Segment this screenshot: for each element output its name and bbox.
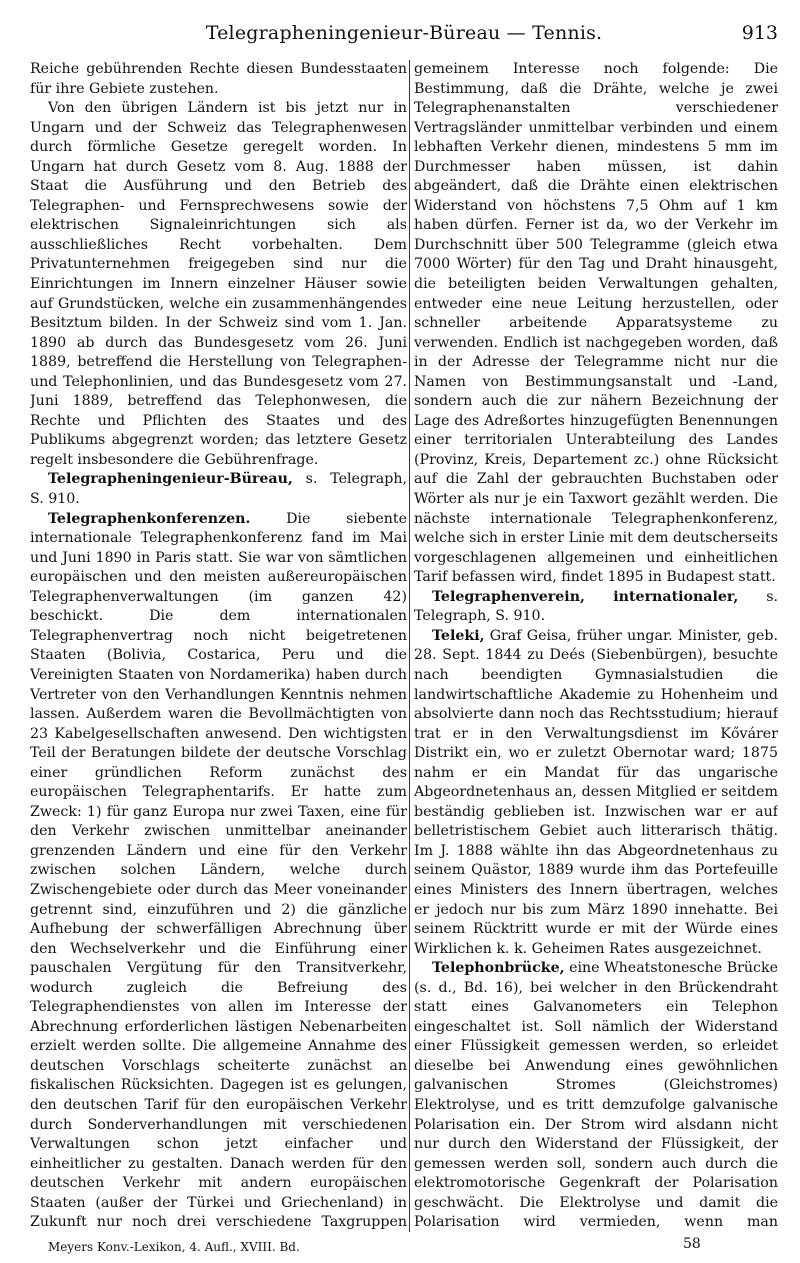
paragraph: gemeinem Interesse noch folgende: Die Bestimmung, daß die Drähte, welche je zwei Telegraphenanstalten verschiedener Vertragsländer unmittelbar verbinden und einem lebhaften Verkehr dienen, mindestens 5 mm im Durchmesser haben müssen, ist dahin abgeändert, daß die Drähte einen elektrischen Widerstand von höchstens 7,5 Ohm auf 1 km haben dürfen. Ferner ist da, wo der Verkehr im Durchschnitt über 500 Telegramme (gleich etwa 7000 Wörter) für den Tag und Draht hinausgeht, die beteiligten beiden Verwaltungen gehalten, entweder eine neue Leitung herzustellen, oder schneller arbeitende Apparatsysteme zu verwenden. Endlich ist nachgegeben worden, daß in der Adresse der Telegramme nicht nur die Namen von Bestimmungsanstalt und -Land, sondern auch die zur nähern Bezeichnung der Lage des Adreßortes hinzugefügten Benennungen einer territorialen Unterabteilung des Landes (Provinz, Kreis, Departement zc.) ohne Rücksicht auf die Zahl der gebrauchten Buchstaben oder Wörter als nur je ein Taxwort gezählt werden. Die nächste internationale Telegraphenkonferenz, welche sich in erster Linie mit dem deutscherseits vorgeschlagenen allgemeinen und einheitlichen Tarif befassen wird, findet 1895 in Budapest statt. xyxy=(414,61,778,586)
left-column xyxy=(30,60,407,1235)
entry-telegrapheningenieur xyxy=(30,470,407,509)
entry-headword: Telegraphenverein, internationaler, xyxy=(432,588,739,605)
entry-text: Die siebente internationale Telegraphenkonferenz fand im Mai und Juni 1890 in Paris statt. Sie war von sämtlichen europäischen und den meisten außereuropäischen Telegraphenverwaltungen (im ganzen 42) beschickt. Die dem internationalen Telegraphenvertrag noch nicht beigetretenen Staaten (Bolivia, Costarica, Peru und die Vereinigten Staaten von Nordamerika) haben durch Vertreter von den Verhandlungen Kenntnis nehmen lassen. Außerdem waren die Bevollmächtigten von 23 Kabelgesellschaften anwesend. Den wichtigsten Teil der Beratungen bildete der deutsche Vorschlag einer gründlichen Reform zunächst des europäischen Telegraphentarifs. Er hatte zum Zweck: 1) für ganz Europa nur zwei Taxen, eine für den Verkehr zwischen unmittelbar aneinander grenzenden Ländern und eine für den Verkehr zwischen solchen Ländern, welche durch Zwischengebiete oder durch das Meer voneinander getrennt sind, einzuführen und 2) die gänzliche Aufhebung der schwerfälligen Abrechnung über den Wechselverkehr und die Einführung einer pauschalen Vergütung für den Transitverkehr, wodurch zugleich die Befreiung des Telegraphendienstes von allen im Interesse der Abrechnung erforderlichen lästigen Nebenarbeiten erzielt werden sollte. Die allgemeine Annahme des deutschen Vorschlags scheiterte zunächst an fiskalischen Rücksichten. Dagegen ist es gelungen, den deutschen Tarif für den europäischen Verkehr durch Sonderverhandlungen mit verschiedenen Verwaltungen schon jetzt einfacher und einheitlicher zu gestalten. Danach werden für den deutschen Verkehr mit andern europäischen Staaten (außer der Türkei und Griechenland) in Zukunft nur noch drei verschiedene Taxgruppen xyxy=(30,510,407,1231)
entry-text: Graf Geisa, früher ungar. Minister, geb. 28. Sept. 1844 zu Deés (Siebenbürgen), besuchte nach beendigten Gymnasialstudien die landwirtschaftliche Akademie zu Hohenheim und absolvierte dann noch das Rechtsstudium; hierauf trat er in den Verwaltungsdienst im Kővárer Distrikt ein, wo er zuletzt Obernotar ward; 1875 nahm er ein Mandat für das ungarische Abgeordnetenhaus an, dessen Mitglied er seitdem beständig geblieben ist. Inzwischen war er auf belletristischem Gebiet auch litterarisch thätig. Im J. 1888 wählte ihn das Abgeordnetenhaus zu seinem Quästor, 1889 wurde ihm das Portefeuille eines Ministers des Innern übertragen, welches er jedoch nur bis zum März 1890 innehatte. Bei seinem Rücktritt wurde er mit der Würde eines Wirklichen k. k. Geheimen Rates ausgezeichnet. xyxy=(414,627,778,957)
paragraph: Von den übrigen Ländern ist bis jetzt nur in Ungarn und der Schweiz das Telegraphenwesen durch förmliche Gesetze geregelt worden. In Ungarn hat durch Gesetz vom 8. Aug. 1888 der Staat die Ausführung und den Betrieb des Telegraphen- und Fernsprechwesens sowie der elektrischen Signaleinrichtungen sich als ausschließliches Recht vorbehalten. Dem Privatunternehmen freigegeben sind nur die Einrichtungen im Innern einzelner Häuser sowie auf Grundstücken, welche ein zusammenhängendes Besitztum bilden. In der Schweiz sind vom 1. Jan. 1890 ab durch das Bundesgesetz vom 26. Juni 1889, betreffend die Herstellung von Telegraphen- und Telephonlinien, und das Bundesgesetz vom 27. Juni 1889, betreffend das Telephonwesen, die Rechte und Pflichten des Staates und des Publikums abgegrenzt worden; das letztere Gesetz regelt insbesondere die Gebührenfrage. xyxy=(30,100,407,468)
entry-telephonbruecke xyxy=(414,959,778,1235)
right-column xyxy=(414,60,778,1235)
entry-telegraphenverein xyxy=(414,588,778,627)
header-title: Telegrapheningenieur-Büreau — Tennis. xyxy=(205,22,603,44)
page-number: 913 xyxy=(741,22,778,44)
entry-text: s. Telegraph, S. 910. xyxy=(414,588,778,625)
column-divider xyxy=(409,60,410,1232)
entry-teleki xyxy=(414,627,778,959)
entry-headword: Teleki, xyxy=(432,627,485,644)
signature-mark: 58 xyxy=(683,1236,701,1252)
entry-text: eine Wheatstonesche Brücke (s. d., Bd. 16), bei welcher in den Brückendraht statt eines Galvanometers ein Telephon eingeschaltet ist. Soll nämlich der Widerstand einer Flüssigkeit gemessen werden, so erleidet dieselbe bei Anwendung eines gewöhnlichen galvanischen Stromes (Gleichstromes) Elektrolyse, und es tritt demzufolge galvanische Polarisation ein. Der Strom wird alsdann nicht nur durch den Widerstand der Flüssigkeit, der gemessen werden soll, sondern auch durch die elektromotorische Gegenkraft der Polarisation geschwächt. Die Elektrolyse und damit die Polarisation wird vermieden, wenn man xyxy=(414,960,778,1231)
running-header xyxy=(30,14,778,50)
paragraph: Reiche gebührenden Rechte diesen Bundesstaaten für ihre Gebiete zustehen. xyxy=(30,61,407,97)
entry-headword: Telephonbrücke, xyxy=(432,960,565,977)
entry-headword: Telegrapheningenieur-Büreau, xyxy=(48,471,293,488)
entry-telegraphenkonferenzen xyxy=(30,510,407,1235)
footer-edition: Meyers Konv.-Lexikon, 4. Aufl., XVIII. Bd. xyxy=(48,1240,300,1254)
entry-text: s. Telegraph, S. 910. xyxy=(30,471,407,508)
entry-headword: Telegraphenkonferenzen. xyxy=(48,510,251,527)
